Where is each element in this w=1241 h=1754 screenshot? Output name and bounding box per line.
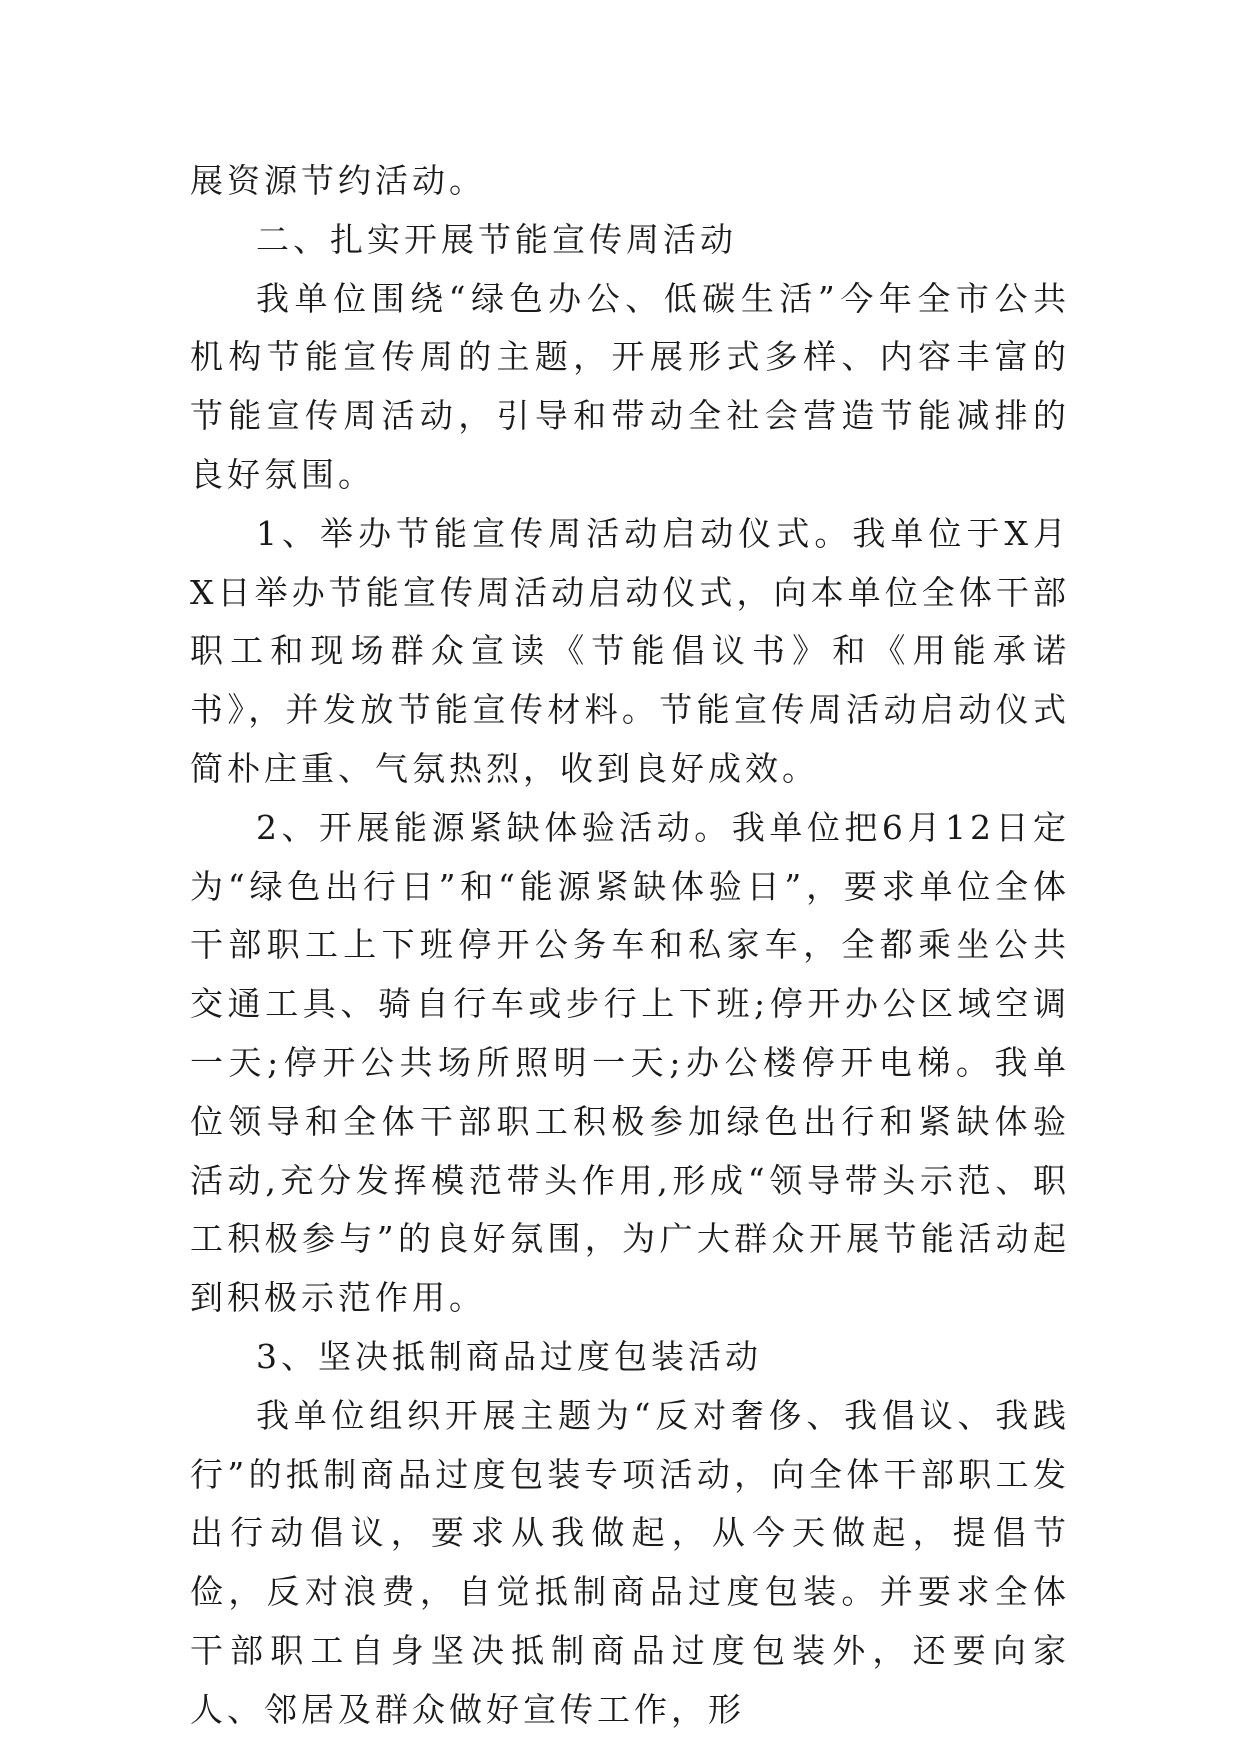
document-page: [190, 152, 1070, 1740]
paragraph-item-2: 2、开展能源紧缺体验活动。我单位把6月12日定为“绿色出行日”和“能源紧缺体验日”，要求单位全体干部职工上下班停开公务车和私家车，全都乘坐公共交通工具、骑自行车或步行上下班;停开办公区域空调一天;停开公共场所照明一天;办公楼停开电梯。我单位领导和全体干部职工积极参加绿色出行和紧缺体验活动,充分发挥模范带头作用,形成“领导带头示范、职工积极参与”的良好氛围，为广大群众开展节能活动起到积极示范作用。: [190, 807, 1070, 1318]
paragraph-theme: 我单位围绕“绿色办公、低碳生活”今年全市公共机构节能宣传周的主题，开展形式多样、内容丰富的节能宣传周活动，引导和带动全社会营造节能减排的良好氛围。: [190, 278, 1070, 494]
paragraph-item-1: 1、举办节能宣传周活动启动仪式。我单位于X月X日举办节能宣传周活动启动仪式，向本单位全体干部职工和现场群众宣读《节能倡议书》和《用能承诺书》，并发放节能宣传材料。节能宣传周活动启动仪式简朴庄重、气氛热烈，收到良好成效。: [190, 513, 1070, 788]
section-heading-2: 二、扎实开展节能宣传周活动: [256, 219, 737, 259]
paragraph-item-3-body: 我单位组织开展主题为“反对奢侈、我倡议、我践行”的抵制商品过度包装专项活动，向全体干部职工发出行动倡议，要求从我做起，从今天做起，提倡节俭，反对浪费，自觉抵制商品过度包装。并要求全体干部职工自身坚决抵制商品过度包装外，还要向家人、邻居及群众做好宣传工作，形: [190, 1395, 1070, 1729]
subheading-item-3: 3、坚决抵制商品过度包装活动: [256, 1336, 762, 1376]
paragraph-1: 展资源节约活动。: [190, 161, 486, 200]
